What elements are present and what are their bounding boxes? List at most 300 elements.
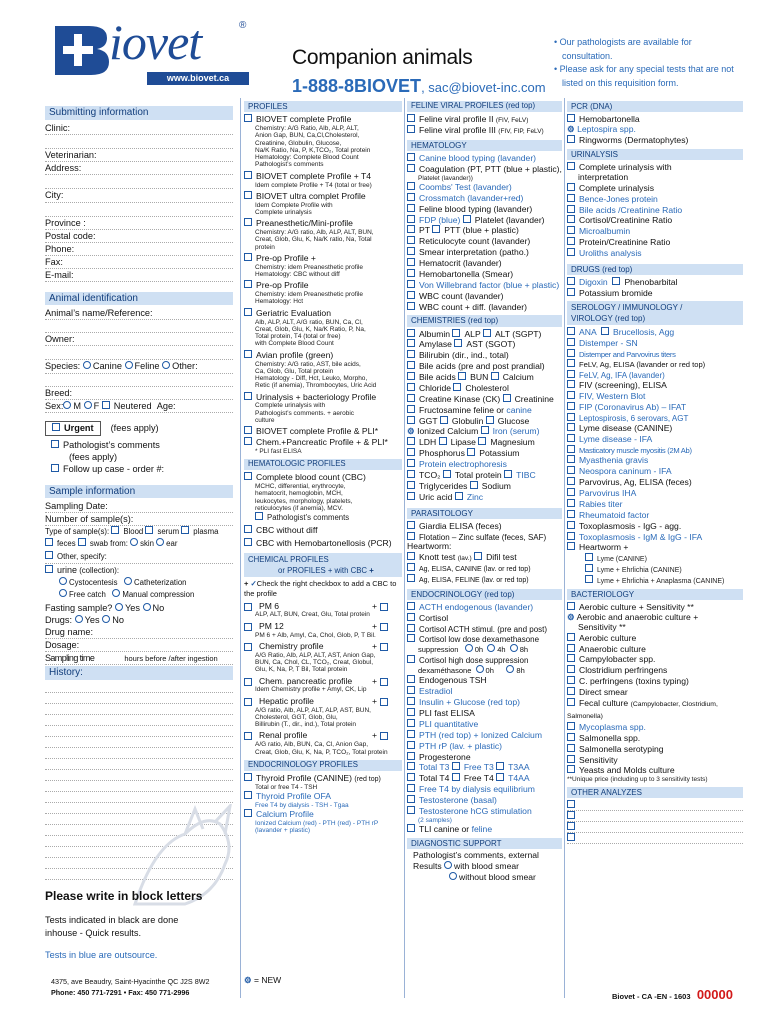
serum-checkbox[interactable] <box>145 526 153 534</box>
high-8h-radio[interactable] <box>506 665 514 673</box>
pcr-ringworm-checkbox[interactable] <box>567 135 575 143</box>
cbc-item[interactable]: Complete blood count (CBC) <box>244 472 402 483</box>
ft3-checkbox[interactable] <box>452 762 460 770</box>
iron-checkbox[interactable] <box>481 426 489 434</box>
biovet-t4-item[interactable]: BIOVET complete Profile + T4 <box>244 171 402 182</box>
electro-row[interactable]: Protein electrophoresis <box>407 459 562 470</box>
pth-row[interactable]: PTH (red top) + Ionized Calcium <box>407 730 562 741</box>
glob-checkbox[interactable] <box>440 416 448 424</box>
sero-checkbox[interactable] <box>567 532 575 540</box>
bact-checkbox[interactable] <box>567 633 575 641</box>
sero-row[interactable]: Rheumatoid factor <box>567 510 743 521</box>
testo-hcg-row[interactable]: Testosterone hCG stimulation <box>407 806 562 817</box>
fdp-checkbox[interactable] <box>407 215 415 223</box>
hematocrit-checkbox[interactable] <box>407 258 415 266</box>
t3aa-checkbox[interactable] <box>496 762 504 770</box>
bact-b-checkbox[interactable] <box>567 733 575 741</box>
protein-ratio-checkbox[interactable] <box>567 237 575 245</box>
ultra-item[interactable]: BIOVET ultra complet Profile <box>244 191 402 202</box>
sero-row[interactable]: FeLV, Ag, ELISA (lavander or red top) <box>567 359 743 370</box>
bact-checkbox[interactable] <box>567 687 575 695</box>
bence-checkbox[interactable] <box>567 194 575 202</box>
other-species-radio[interactable] <box>162 361 170 369</box>
tli-checkbox[interactable] <box>407 824 415 832</box>
owner-field-2[interactable] <box>45 346 233 360</box>
geriatric-checkbox[interactable] <box>244 308 252 316</box>
giardia-row[interactable]: Giardia ELISA (feces) <box>407 521 562 532</box>
cbc-path-row[interactable]: Pathologist’s comments <box>244 512 402 523</box>
low-0h-radio[interactable] <box>465 644 473 652</box>
thyroid-ofa-checkbox[interactable] <box>244 791 252 799</box>
postal-field[interactable]: Postal code: <box>45 230 233 243</box>
knott-row[interactable]: Knott test (lav.) Difil test <box>407 552 562 563</box>
feces-checkbox[interactable] <box>45 538 53 546</box>
t3-row[interactable]: Total T3 Free T3 T3AA <box>407 762 562 773</box>
chem-panc2-cbc-checkbox[interactable] <box>380 678 388 686</box>
address-field-2[interactable] <box>45 175 233 189</box>
uric-row[interactable]: Uric acid Zinc <box>407 492 562 503</box>
diag-row[interactable]: Pathologist’s comments, external <box>413 851 539 861</box>
kbr-row[interactable]: Potassium bromide <box>567 288 743 299</box>
uric-checkbox[interactable] <box>407 492 415 500</box>
lyme2-row[interactable]: Lyme + Ehrlichia (CANINE) <box>567 564 743 575</box>
pt-item[interactable]: PT PTT (blue + plastic) <box>407 225 562 236</box>
tli-row[interactable]: TLI canine or feline <box>407 824 562 835</box>
bence-row[interactable]: Bence-Jones protein <box>567 194 743 205</box>
sero-row[interactable]: Toxoplasmosis - IgG - agg. <box>567 521 743 532</box>
breed-field[interactable]: Breed: <box>45 387 233 400</box>
estradiol-row[interactable]: Estradiol <box>407 686 562 697</box>
low-dose-row[interactable]: Cortisol low dose dexamethasone <box>407 634 562 644</box>
cortisol-ratio-checkbox[interactable] <box>567 215 575 223</box>
low-8h-radio[interactable] <box>510 644 518 652</box>
history-line[interactable] <box>45 726 233 737</box>
bact-checkbox[interactable] <box>567 665 575 673</box>
pheno-checkbox[interactable] <box>612 277 620 285</box>
high-0h-radio[interactable] <box>476 665 484 673</box>
ldh-checkbox[interactable] <box>407 437 415 445</box>
flotation-row[interactable]: Flotation – Zinc sulfate (feces, SAF) <box>407 532 562 542</box>
sero-row[interactable]: Rabies titer <box>567 499 743 510</box>
chem-panc2-checkbox[interactable] <box>244 678 252 686</box>
hemobart-checkbox[interactable] <box>407 269 415 277</box>
sero-row[interactable]: Lyme disease (CANINE) <box>567 423 743 434</box>
avian-checkbox[interactable] <box>244 350 252 358</box>
tsh-row[interactable]: Endogenous TSH <box>407 675 562 686</box>
city-field[interactable]: City: <box>45 189 233 203</box>
pcr-ringworm-row[interactable]: Ringworms (Dermatophytes) <box>567 135 743 146</box>
ck-row[interactable]: Creatine Kinase (CK) Creatinine <box>407 394 562 405</box>
sero-checkbox[interactable] <box>567 445 575 453</box>
high-dose-row[interactable]: Cortisol high dose suppression <box>407 655 562 665</box>
other-line[interactable] <box>567 822 743 833</box>
with-smear-radio[interactable] <box>444 861 452 869</box>
urinalysis-profile-item[interactable]: Urinalysis + bacteriology Profile <box>244 392 402 403</box>
phone-field[interactable]: Phone: <box>45 243 233 256</box>
digoxin-checkbox[interactable] <box>567 277 575 285</box>
heartworm-plus-row[interactable]: Heartworm + <box>567 542 743 553</box>
acth-row[interactable]: ACTH endogenous (lavander) <box>407 602 562 613</box>
history-line[interactable] <box>45 715 233 726</box>
preop-plus-checkbox[interactable] <box>244 253 252 261</box>
sero-row[interactable]: Parvovirus, Ag, ELISA (feces) <box>567 477 743 488</box>
follow-up-row[interactable]: Follow up case - order #: <box>51 463 233 475</box>
sero-row[interactable]: Lyme disease - IFA <box>567 434 743 445</box>
cbc-path-checkbox[interactable] <box>255 512 263 520</box>
ck-checkbox[interactable] <box>407 394 415 402</box>
bact-checkbox[interactable] <box>567 676 575 684</box>
sero-checkbox[interactable] <box>567 380 575 388</box>
other-checkbox[interactable] <box>567 822 575 830</box>
urgent-box[interactable]: Urgent <box>45 421 101 436</box>
zinc-checkbox[interactable] <box>455 492 463 500</box>
sero-row[interactable]: Myasthenia gravis <box>567 455 743 466</box>
ana-checkbox[interactable] <box>567 327 575 335</box>
num-samples-field[interactable]: Number of sample(s): <box>45 513 233 526</box>
retic-checkbox[interactable] <box>407 236 415 244</box>
ag-feline-checkbox[interactable] <box>407 574 415 582</box>
cortisol-ratio-row[interactable]: Cortisol/Creatinine Ratio <box>567 215 743 226</box>
uroliths-row[interactable]: Uroliths analysis <box>567 248 743 259</box>
brucel-checkbox[interactable] <box>601 327 609 335</box>
pm12-item[interactable]: PM 12 + <box>244 622 402 632</box>
lyme3-row[interactable]: Lyme + Ehrlichia + Anaplasma (CANINE) <box>567 575 743 586</box>
sero-checkbox[interactable] <box>567 466 575 474</box>
hepatic-checkbox[interactable] <box>244 698 252 706</box>
sero-checkbox[interactable] <box>567 391 575 399</box>
sero-checkbox[interactable] <box>567 488 575 496</box>
other-line[interactable] <box>567 800 743 811</box>
other-specify-field[interactable]: Other, specify: <box>45 551 233 564</box>
tt4-checkbox[interactable] <box>407 773 415 781</box>
giardia-checkbox[interactable] <box>407 521 415 529</box>
calcium-profile-item[interactable]: Calcium Profile <box>244 809 402 820</box>
renal-checkbox[interactable] <box>244 732 252 740</box>
feline-blood-typing-checkbox[interactable] <box>407 204 415 212</box>
ldh-row[interactable]: LDH Lipase Magnesium <box>407 437 562 448</box>
bact-b-row[interactable]: Sensitivity <box>567 755 743 766</box>
tco2-checkbox[interactable] <box>407 470 415 478</box>
biovet-complete-checkbox[interactable] <box>244 114 252 122</box>
coagulation-item[interactable]: Coagulation (PT, PTT (blue + plastic), <box>407 164 562 175</box>
pcr-hemo-row[interactable]: Hemobartonella <box>567 114 743 125</box>
potassium-checkbox[interactable] <box>467 448 475 456</box>
vet-field[interactable]: Veterinarian: <box>45 149 233 162</box>
sero-checkbox[interactable] <box>567 477 575 485</box>
sero-row[interactable]: FIP (Coronavirus Ab) – IFAT <box>567 402 743 413</box>
cortisol-checkbox[interactable] <box>407 613 415 621</box>
species-field[interactable]: Species: Canine Feline Other: <box>45 360 233 374</box>
testo-hcg-checkbox[interactable] <box>407 806 415 814</box>
sero-checkbox[interactable] <box>567 402 575 410</box>
urine-checkbox[interactable] <box>45 565 53 573</box>
hepatic-item[interactable]: Hepatic profile + <box>244 697 402 707</box>
sampling-time-field[interactable]: Sampling time hours before /after ingestion <box>45 652 233 665</box>
smear-item[interactable]: Smear interpretation (patho.) <box>407 247 562 258</box>
path-comments-checkbox[interactable] <box>51 440 59 448</box>
sero-row[interactable]: Distemper - SN <box>567 338 743 349</box>
lyme1-checkbox[interactable] <box>585 553 593 561</box>
sero-row[interactable]: Parvovirus IHA <box>567 488 743 499</box>
preanest-checkbox[interactable] <box>244 218 252 226</box>
calcium-profile-checkbox[interactable] <box>244 809 252 817</box>
prog-checkbox[interactable] <box>407 752 415 760</box>
thyroid-checkbox[interactable] <box>244 773 252 781</box>
crossmatch-item[interactable]: Crossmatch (lavander+red) <box>407 193 562 204</box>
pm12-checkbox[interactable] <box>244 623 252 631</box>
history-line[interactable] <box>45 704 233 715</box>
pm6-checkbox[interactable] <box>244 603 252 611</box>
history-line[interactable] <box>45 737 233 748</box>
bact-b-checkbox[interactable] <box>567 755 575 763</box>
alp-checkbox[interactable] <box>452 329 460 337</box>
pthrp-row[interactable]: PTH rP (lav. + plastic) <box>407 741 562 752</box>
cbc-wo-checkbox[interactable] <box>244 525 252 533</box>
history-line[interactable] <box>45 770 233 781</box>
pli-fast-checkbox[interactable] <box>407 708 415 716</box>
pthrp-checkbox[interactable] <box>407 741 415 749</box>
wbc-diff-item[interactable]: WBC count + diff. (lavander) <box>407 302 562 313</box>
female-radio[interactable] <box>84 401 92 409</box>
microalbumin-row[interactable]: Microalbumin <box>567 226 743 237</box>
bact-b-row[interactable]: Salmonella spp. <box>567 733 743 744</box>
sero-checkbox[interactable] <box>567 434 575 442</box>
insulin-row[interactable]: Insulin + Glucose (red top) <box>407 697 562 708</box>
tco2-row[interactable]: TCO₂ Total protein TIBC <box>407 470 562 481</box>
wbc-diff-checkbox[interactable] <box>407 302 415 310</box>
skin-radio[interactable] <box>130 538 138 546</box>
ast-checkbox[interactable] <box>454 339 462 347</box>
amylase-checkbox[interactable] <box>407 339 415 347</box>
sero-checkbox[interactable] <box>567 359 575 367</box>
other-line[interactable] <box>567 811 743 822</box>
testo-row[interactable]: Testosterone (basal) <box>407 795 562 806</box>
wbc-item[interactable]: WBC count (lavander) <box>407 291 562 302</box>
chol-checkbox[interactable] <box>453 383 461 391</box>
bilirubin-row[interactable]: Bilirubin (dir., ind., total) <box>407 350 562 361</box>
phos-checkbox[interactable] <box>407 448 415 456</box>
biovet-t4-checkbox[interactable] <box>244 171 252 179</box>
pli-q-row[interactable]: PLI quantitative <box>407 719 562 730</box>
cbc-wo-item[interactable]: CBC without diff <box>244 525 402 536</box>
neutered-checkbox[interactable] <box>102 401 110 409</box>
sero-checkbox[interactable] <box>567 423 575 431</box>
bact-b-checkbox[interactable] <box>567 722 575 730</box>
history-line[interactable] <box>45 781 233 792</box>
coombs-checkbox[interactable] <box>407 182 415 190</box>
owner-field[interactable]: Owner: <box>45 333 233 346</box>
pm6-item[interactable]: PM 6 + <box>244 602 402 612</box>
bact-b-checkbox[interactable] <box>567 744 575 752</box>
ggt-row[interactable]: GGT Globulin Glucose <box>407 416 562 427</box>
protein-ratio-row[interactable]: Protein/Creatinine Ratio <box>567 237 743 248</box>
bile-row[interactable]: Bile acids BUN Calcium <box>407 372 562 383</box>
prog-row[interactable]: Progesterone <box>407 752 562 763</box>
fax-field[interactable]: Fax: <box>45 256 233 269</box>
history-line[interactable] <box>45 693 233 704</box>
chemistry-checkbox[interactable] <box>244 643 252 651</box>
animal-name-field[interactable]: Animal’s name/Reference: <box>45 307 233 320</box>
province-field[interactable]: Province : <box>45 217 233 230</box>
lipase-checkbox[interactable] <box>439 437 447 445</box>
retic-item[interactable]: Reticulocyte count (lavander) <box>407 236 562 247</box>
lyme1-row[interactable]: Lyme (CANINE) <box>567 553 743 564</box>
fasting-no-radio[interactable] <box>143 603 151 611</box>
microalbumin-checkbox[interactable] <box>567 226 575 234</box>
bact1-checkbox[interactable] <box>567 602 575 610</box>
insulin-checkbox[interactable] <box>407 697 415 705</box>
bact-row[interactable]: Clostridium perfringens <box>567 665 743 676</box>
high-dose-checkbox[interactable] <box>407 655 415 663</box>
smear-checkbox[interactable] <box>407 247 415 255</box>
testo-checkbox[interactable] <box>407 795 415 803</box>
hematocrit-item[interactable]: Hematocrit (lavander) <box>407 258 562 269</box>
ggt-checkbox[interactable] <box>407 416 415 424</box>
pli-fast-row[interactable]: PLI fast ELISA <box>407 708 562 719</box>
low-dose-checkbox[interactable] <box>407 634 415 642</box>
thyroid-ofa-item[interactable]: Thyroid Profile OFA <box>244 791 402 802</box>
pli-item[interactable]: BIOVET complete Profile & PLI* <box>244 426 402 437</box>
canine-blood-typing-item[interactable]: Canine blood typing (lavander) <box>407 153 562 164</box>
sero-row[interactable]: FeLV, Ag, IFA (lavander) <box>567 370 743 380</box>
bact-b-row[interactable]: Yeasts and Molds culture <box>567 765 743 776</box>
feline-blood-typing-item[interactable]: Feline blood typing (lavander) <box>407 204 562 215</box>
geriatric-item[interactable]: Geriatric Evaluation <box>244 308 402 319</box>
sampling-date-field[interactable]: Sampling Date: <box>45 500 233 513</box>
tibc-checkbox[interactable] <box>504 470 512 478</box>
bact-b-checkbox[interactable] <box>567 765 575 773</box>
history-line[interactable] <box>45 682 233 693</box>
bile-prandial-checkbox[interactable] <box>407 361 415 369</box>
chem-panc-item[interactable]: Chem.+Pancreatic Profile + & PLI* <box>244 437 402 448</box>
other-checkbox[interactable] <box>567 811 575 819</box>
uri1-checkbox[interactable] <box>567 162 575 170</box>
bact-b-row[interactable]: Salmonella serotyping <box>567 744 743 755</box>
albumin-row[interactable]: Albumin ALP ALT (SGPT) <box>407 329 562 340</box>
vwf-checkbox[interactable] <box>407 280 415 288</box>
pth-checkbox[interactable] <box>407 730 415 738</box>
sero-checkbox[interactable] <box>567 413 575 421</box>
preop-item[interactable]: Pre-op Profile <box>244 280 402 291</box>
fruct-row[interactable]: Fructosamine feline or canine <box>407 405 562 416</box>
pcr-hemo-checkbox[interactable] <box>567 114 575 122</box>
city-field-2[interactable] <box>45 203 233 217</box>
bile-ratio-checkbox[interactable] <box>567 205 575 213</box>
pcr-lepto-row[interactable]: ⚙ Leptospira spp. <box>567 125 636 135</box>
uri1-row[interactable]: Complete urinalysis with <box>567 162 743 173</box>
ag-canine-row[interactable]: Ag, ELISA, CANINE (lav. or red top) <box>407 563 562 574</box>
follow-up-checkbox[interactable] <box>51 464 59 472</box>
calcium-checkbox[interactable] <box>491 372 499 380</box>
clinic-field-2[interactable] <box>45 135 233 149</box>
low-4h-radio[interactable] <box>487 644 495 652</box>
sero-row[interactable]: Neospora caninum - IFA <box>567 466 743 477</box>
email-field[interactable]: E-mail: <box>45 269 233 282</box>
ultra-checkbox[interactable] <box>244 191 252 199</box>
bact2-row[interactable]: ⚙ Aerobic and anaerobic culture + <box>567 612 699 622</box>
trig-checkbox[interactable] <box>407 481 415 489</box>
other-checkbox[interactable] <box>567 800 575 808</box>
acth-checkbox[interactable] <box>407 602 415 610</box>
sodium-checkbox[interactable] <box>470 481 478 489</box>
ft4d-checkbox[interactable] <box>407 784 415 792</box>
path-comments-row[interactable]: Pathologist’s comments <box>51 439 233 451</box>
cortisol-row[interactable]: Cortisol <box>407 613 562 624</box>
cbc-hemo-item[interactable]: CBC with Hemobartonellosis (PCR) <box>244 538 402 549</box>
t4aa-checkbox[interactable] <box>496 773 504 781</box>
other-line[interactable] <box>567 833 743 844</box>
history-line[interactable] <box>45 792 233 803</box>
digoxin-row[interactable]: Digoxin Phenobarbital <box>567 277 743 288</box>
vwf-item[interactable]: Von Willebrand factor (blue + plastic) <box>407 280 562 291</box>
flotation-checkbox[interactable] <box>407 532 415 540</box>
knott-checkbox[interactable] <box>407 552 415 560</box>
tsh-checkbox[interactable] <box>407 675 415 683</box>
drugs-no-radio[interactable] <box>102 615 110 623</box>
bact1-row[interactable]: Aerobic culture + Sensitivity ** <box>567 602 743 613</box>
crossmatch-checkbox[interactable] <box>407 193 415 201</box>
bact-row[interactable]: Aerobic culture <box>567 633 743 644</box>
bile-ratio-row[interactable]: Bile acids /Creatinine Ratio <box>567 205 743 216</box>
chloride-checkbox[interactable] <box>407 383 415 391</box>
uri2-row[interactable]: Complete urinalysis <box>567 183 743 194</box>
feline-radio[interactable] <box>125 361 133 369</box>
pli-checkbox[interactable] <box>244 426 252 434</box>
amylase-row[interactable]: Amylase AST (SGOT) <box>407 339 562 350</box>
acth-stim-row[interactable]: Cortisol ACTH stimul. (pre and post) <box>407 624 562 634</box>
bile-checkbox[interactable] <box>407 372 415 380</box>
sero-row[interactable]: Leptospirosis, 6 serovars, AGT <box>567 413 743 423</box>
bact-row[interactable]: C. perfringens (toxins typing) <box>567 676 743 687</box>
clinic-field[interactable]: Clinic: <box>45 122 233 135</box>
electro-checkbox[interactable] <box>407 459 415 467</box>
fv3-item[interactable]: Feline viral profile III (FIV, FIP, FeLV) <box>407 125 562 136</box>
avian-item[interactable]: Avian profile (green) <box>244 350 402 361</box>
coagulation-checkbox[interactable] <box>407 164 415 172</box>
drug-name-field[interactable]: Drug name: <box>45 626 233 639</box>
sero-row[interactable]: Masticatory muscle myositis (2M Ab) <box>567 445 743 456</box>
other-checkbox[interactable] <box>567 833 575 841</box>
bilirubin-checkbox[interactable] <box>407 350 415 358</box>
trig-row[interactable]: Triglycerides Sodium <box>407 481 562 492</box>
chem-panc2-item[interactable]: Chem. pancreatic profile + <box>244 677 402 687</box>
ptt-checkbox[interactable] <box>432 225 440 233</box>
cysto-radio[interactable] <box>59 577 67 585</box>
ft4-checkbox[interactable] <box>452 773 460 781</box>
cath-radio[interactable] <box>124 577 132 585</box>
plasma-checkbox[interactable] <box>181 526 189 534</box>
magnesium-checkbox[interactable] <box>478 437 486 445</box>
manual-radio[interactable] <box>112 589 120 597</box>
sero-row[interactable]: FIV (screening), ELISA <box>567 380 743 391</box>
renal-cbc-checkbox[interactable] <box>380 732 388 740</box>
sero-checkbox[interactable] <box>567 370 575 378</box>
chloride-row[interactable]: Chloride Cholesterol <box>407 383 562 394</box>
fecal-row[interactable]: Fecal culture (Campylobacter, Clostridium, Salmonella) <box>567 697 718 720</box>
ionized-row[interactable]: ⚙ Ionized Calcium Iron (serum) <box>407 426 540 437</box>
coombs-item[interactable]: Coombs' Test (lavander) <box>407 182 562 193</box>
canine-blood-typing-checkbox[interactable] <box>407 153 415 161</box>
ana-row[interactable]: ANA Brucellosis, Agg <box>567 327 743 338</box>
sero-row[interactable]: FIV, Western Blot <box>567 391 743 402</box>
estradiol-checkbox[interactable] <box>407 686 415 694</box>
bact-row[interactable]: Direct smear <box>567 687 743 698</box>
ag-canine-checkbox[interactable] <box>407 563 415 571</box>
pm12-cbc-checkbox[interactable] <box>380 623 388 631</box>
preop-checkbox[interactable] <box>244 280 252 288</box>
species-field-2[interactable] <box>45 374 233 387</box>
fv3-checkbox[interactable] <box>407 125 415 133</box>
